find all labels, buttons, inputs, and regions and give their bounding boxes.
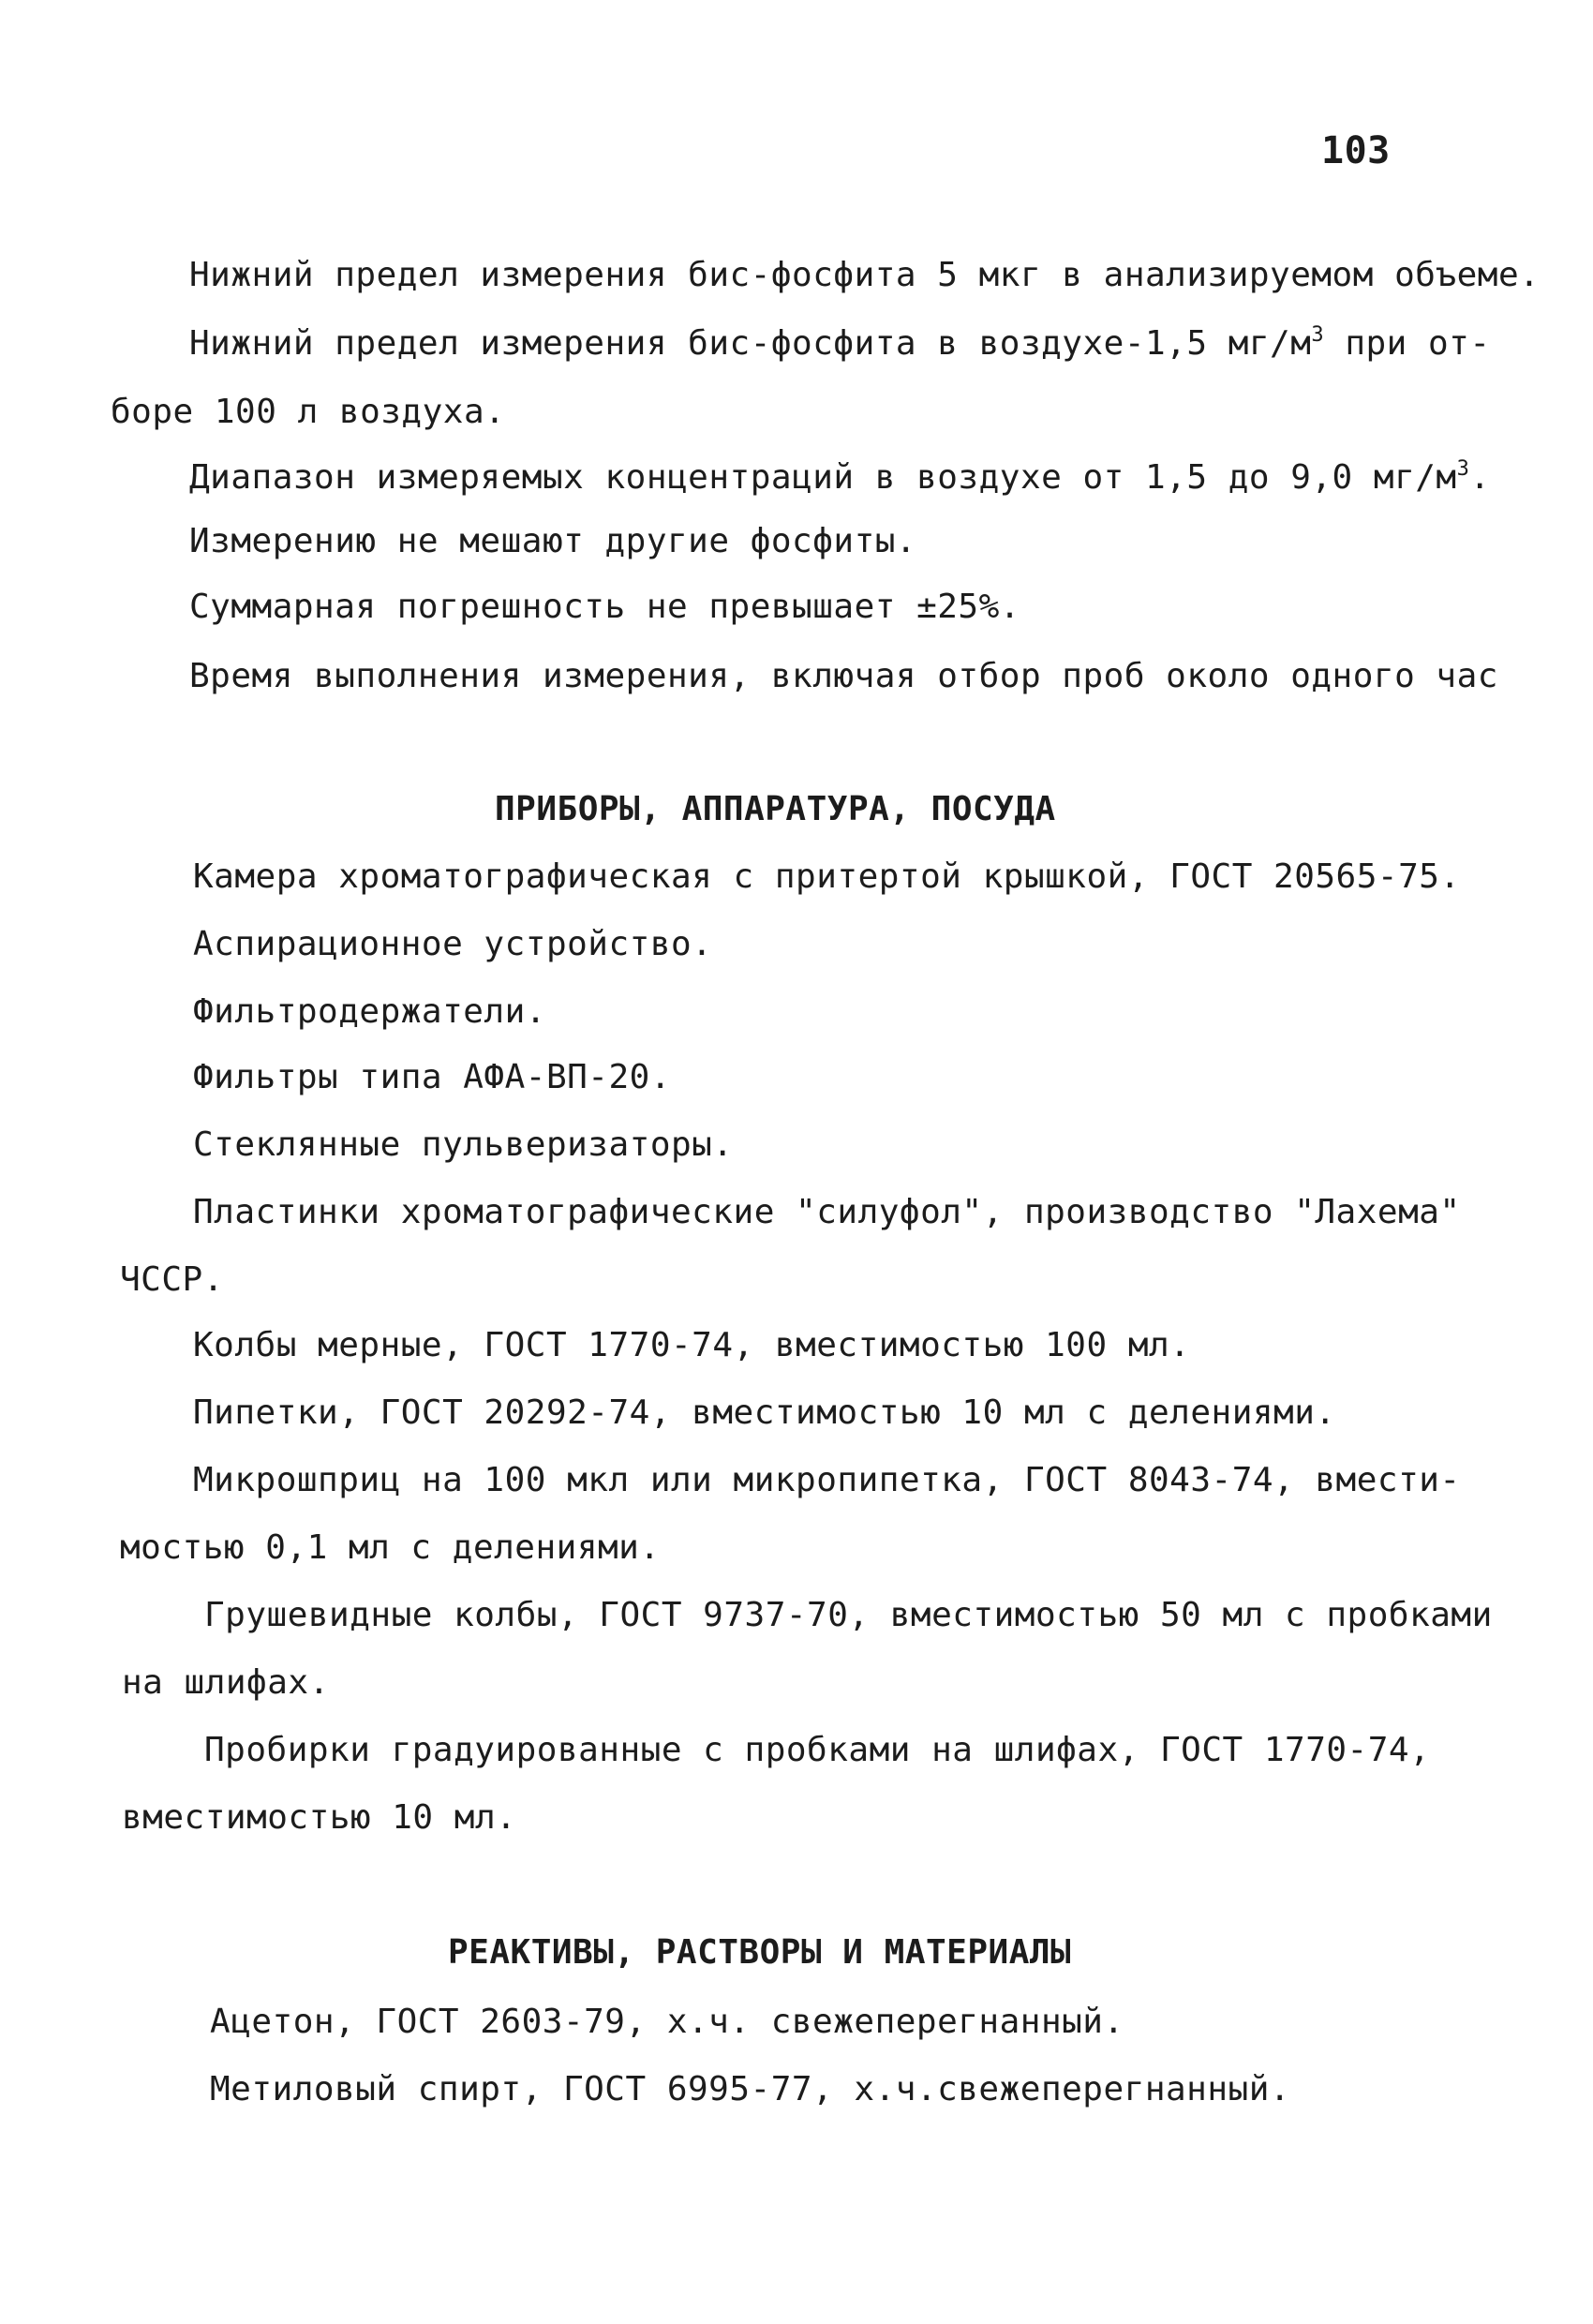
section-title-instruments: ПРИБОРЫ, АППАРАТУРА, ПОСУДА [495, 790, 1056, 828]
text-range-end: . [1469, 458, 1491, 497]
list-item: Фильтродержатели. [193, 992, 546, 1031]
list-item: Стеклянные пульверизаторы. [193, 1125, 734, 1164]
text-lower-limit-air-main: Нижний предел измерения бис-фосфита в воздухе-1,5 мг/м [189, 324, 1312, 363]
list-item-continuation: на шлифах. [122, 1663, 330, 1702]
text-total-error: Суммарная погрешность не превышает ±25%. [189, 588, 1020, 626]
page-number: 103 [1321, 129, 1391, 172]
list-item-continuation: ЧССР. [120, 1260, 224, 1299]
list-item: Ацетон, ГОСТ 2603-79, х.ч. свежеперегнанный. [210, 2003, 1124, 2041]
superscript-3: 3 [1311, 323, 1325, 347]
section-title-reagents: РЕАКТИВЫ, РАСТВОРЫ И МАТЕРИАЛЫ [448, 1933, 1072, 1972]
list-item: Микрошприц на 100 мкл или микропипетка, ГОСТ 8043-74, вмести- [193, 1461, 1461, 1499]
list-item: Метиловый спирт, ГОСТ 6995-77, х.ч.свежеперегнанный. [210, 2070, 1291, 2108]
text-lower-limit-volume: Нижний предел измерения бис-фосфита 5 мкг в анализируемом объеме. [189, 256, 1541, 294]
text-lower-limit-air-cont: боре 100 л воздуха. [111, 393, 506, 431]
list-item: Фильтры типа АФА-ВП-20. [193, 1058, 671, 1096]
list-item: Пробирки градуированные с пробками на шлифах, ГОСТ 1770-74, [204, 1731, 1431, 1769]
list-item: Аспирационное устройство. [193, 925, 713, 963]
list-item-continuation: вместимостью 10 мл. [122, 1798, 517, 1837]
text-lower-limit-air [189, 323, 1491, 365]
text-duration: Время выполнения измерения, включая отбор проб около одного час [189, 657, 1498, 695]
list-item: Колбы мерные, ГОСТ 1770-74, вместимостью 100 мл. [193, 1326, 1191, 1364]
text-range [189, 457, 1491, 499]
text-range-main: Диапазон измеряемых концентраций в воздухе от 1,5 до 9,0 мг/м [189, 458, 1457, 497]
text-lower-limit-air-end: при от- [1324, 324, 1491, 363]
superscript-3: 3 [1456, 457, 1470, 481]
list-item: Пластинки хроматографические "силуфол", производство "Лахема" [193, 1193, 1461, 1231]
list-item: Грушевидные колбы, ГОСТ 9737-70, вместимостью 50 мл с пробками [204, 1596, 1493, 1634]
list-item: Камера хроматографическая с притертой крышкой, ГОСТ 20565-75. [193, 857, 1461, 896]
list-item-continuation: мостью 0,1 мл с делениями. [120, 1528, 661, 1567]
list-item: Пипетки, ГОСТ 20292-74, вместимостью 10 мл с делениями. [193, 1393, 1336, 1432]
text-no-interference: Измерению не мешают другие фосфиты. [189, 522, 917, 560]
